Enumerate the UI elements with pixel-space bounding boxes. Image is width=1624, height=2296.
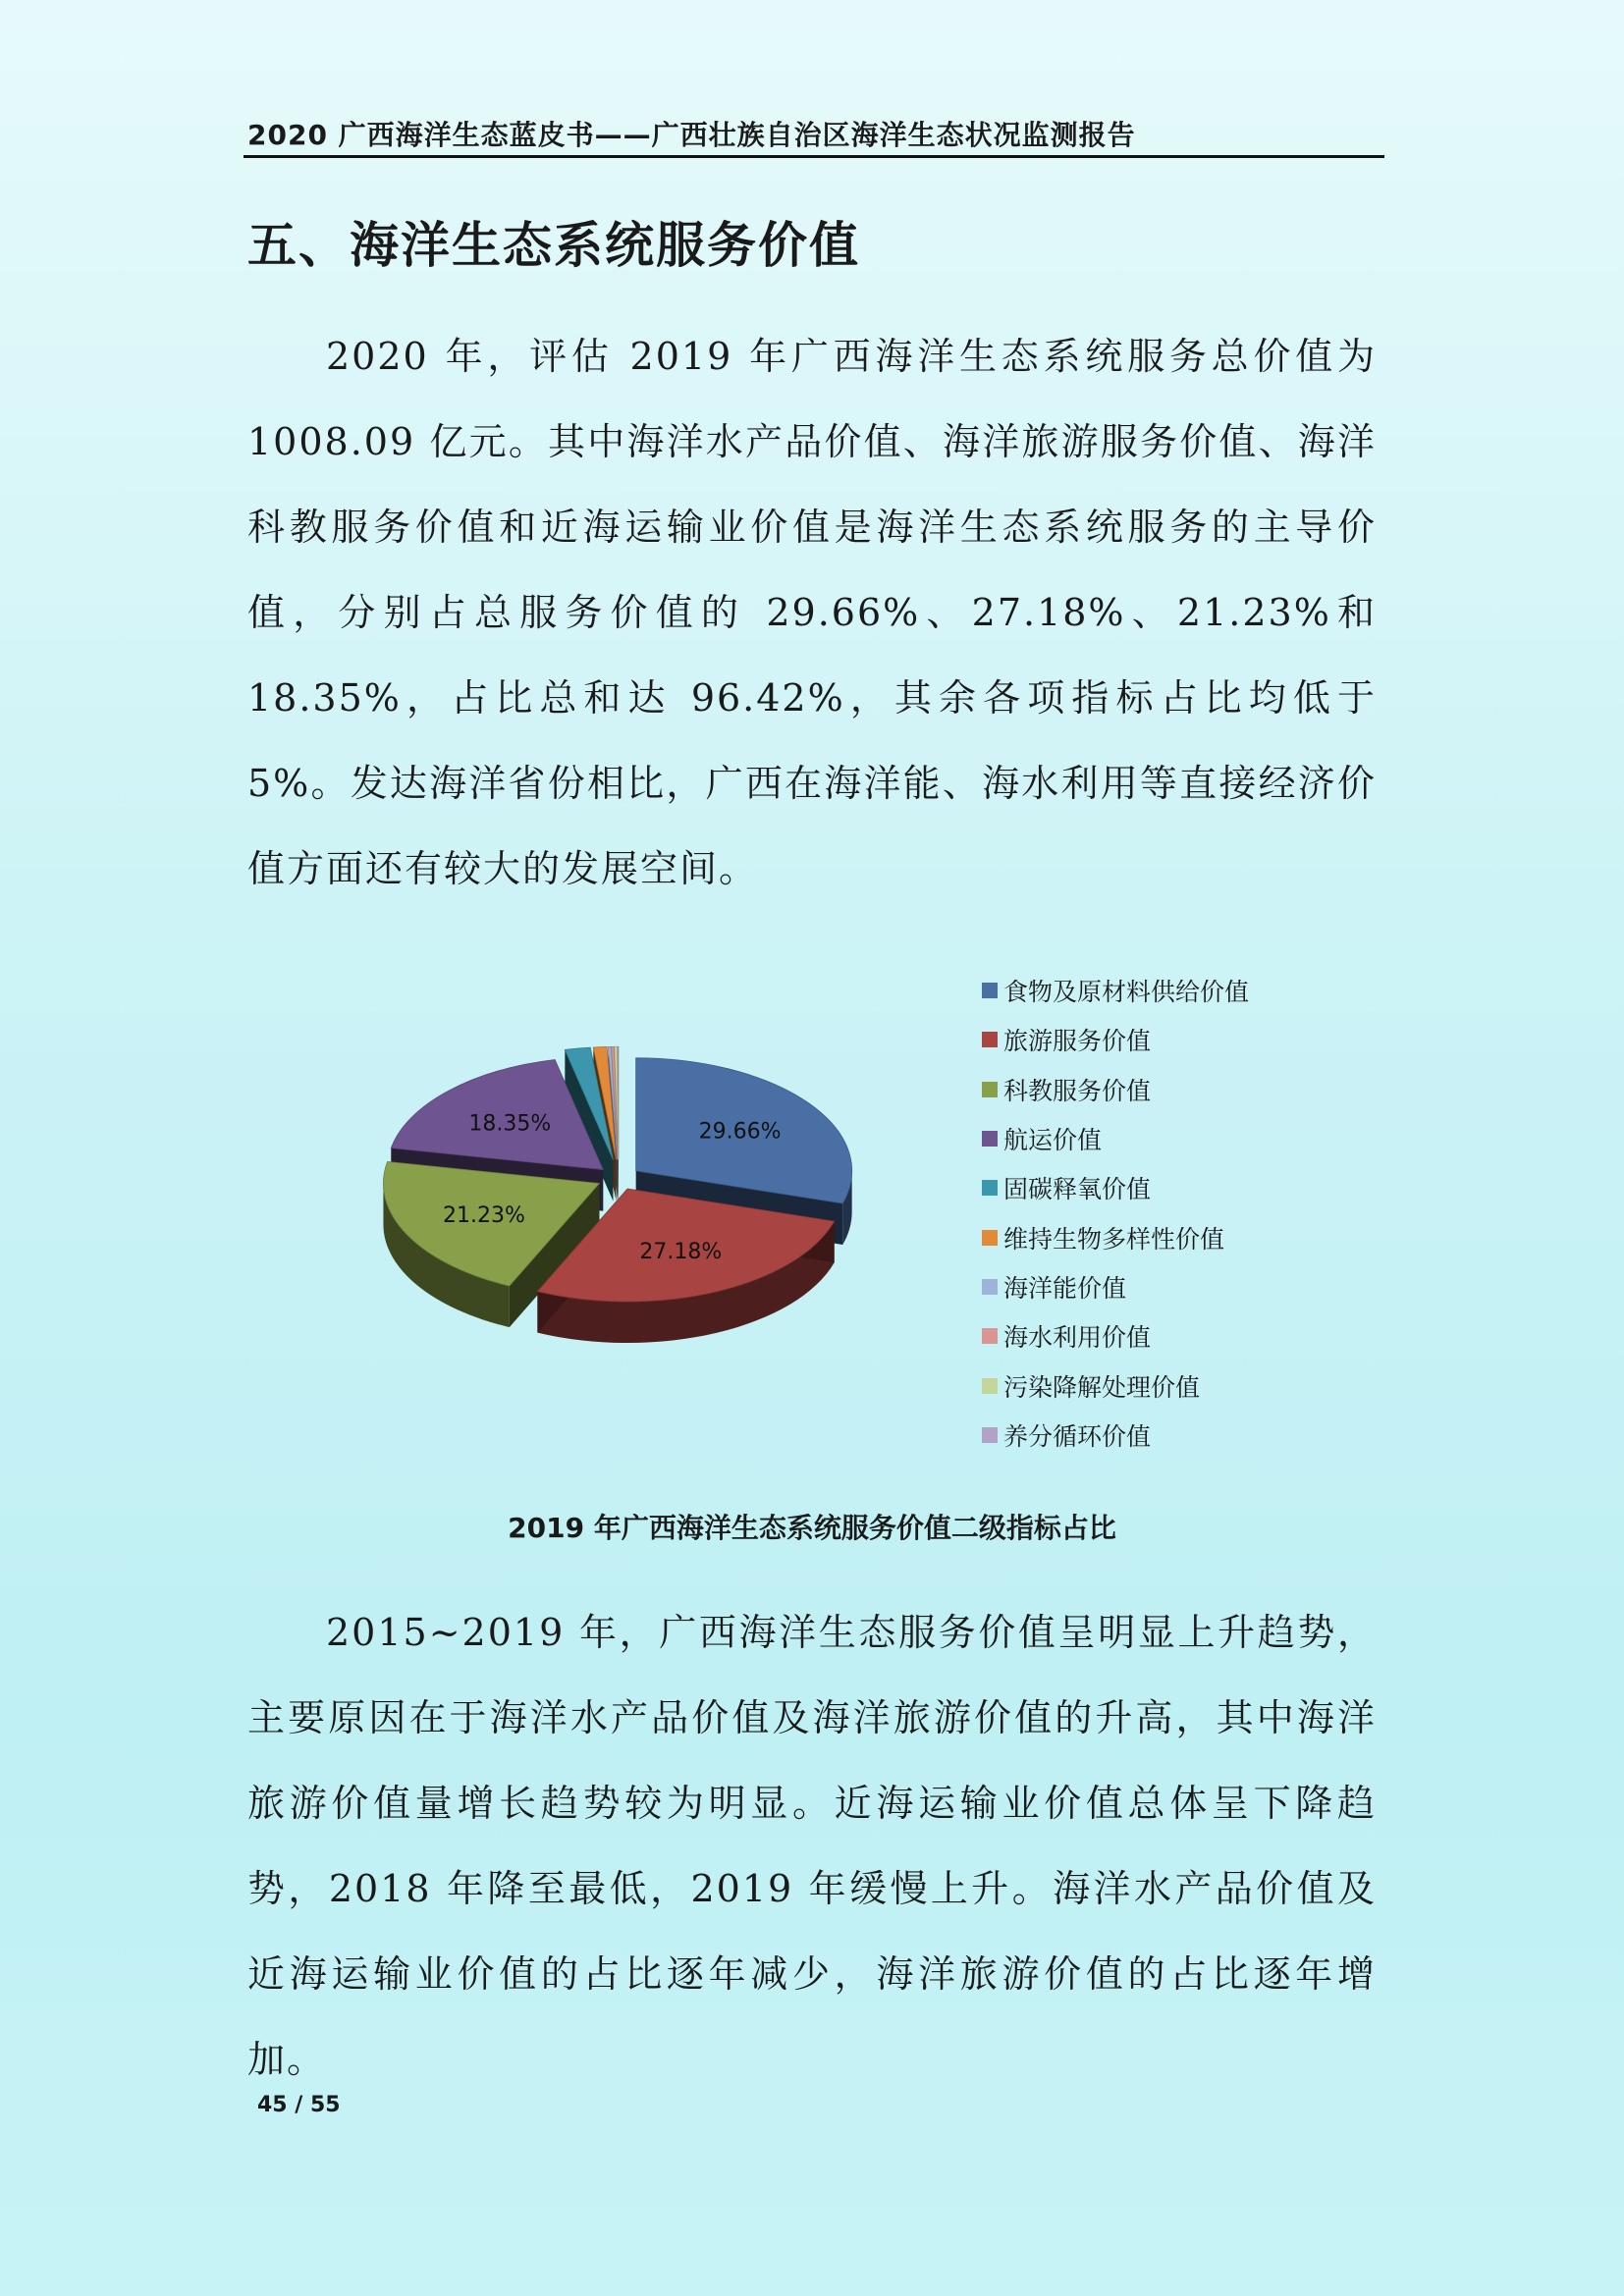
paragraph-value-summary: 2020 年，评估 2019 年广西海洋生态系统服务总价值为 1008.09 亿元。其中海洋水产品价值、海洋旅游服务价值、海洋科教服务价值和近海运输业价值是海洋生态系统服务的主导价值，分别占总服务价值的 29.66%、27.18%、21.23%和 18.35%，占比总和达 96.42%，其余各项指标占比均低于 5%。发达海洋省份相比，广西在海洋能、海水利用等直接经济价值方面还有较大的发展空间。 bbox=[247, 335, 1377, 890]
chart-legend bbox=[982, 966, 1316, 1460]
pie-data-label: 21.23% bbox=[443, 1203, 525, 1229]
legend-swatch bbox=[982, 1180, 998, 1196]
legend-label: 旅游服务价值 bbox=[1003, 1027, 1152, 1056]
legend-swatch bbox=[982, 983, 998, 998]
legend-item bbox=[982, 1212, 1316, 1261]
legend-label: 养分循环价值 bbox=[1003, 1421, 1152, 1451]
running-header: 2020 广西海洋生态蓝皮书——广西壮族自治区海洋生态状况监测报告 bbox=[247, 119, 1136, 151]
legend-item bbox=[982, 1163, 1316, 1212]
page-number: 45 / 55 bbox=[257, 2093, 341, 2117]
legend-swatch bbox=[982, 1279, 998, 1295]
legend-label: 维持生物多样性价值 bbox=[1003, 1224, 1225, 1254]
legend-label: 固碳释氧价值 bbox=[1003, 1175, 1152, 1204]
legend-swatch bbox=[982, 1230, 998, 1246]
pie-data-label: 29.66% bbox=[698, 1119, 782, 1145]
figure-caption: 2019 年广西海洋生态系统服务价值二级指标占比 bbox=[508, 1512, 1116, 1544]
pie-data-label: 27.18% bbox=[639, 1239, 723, 1264]
legend-swatch bbox=[982, 1032, 998, 1047]
legend-swatch bbox=[982, 1427, 998, 1443]
legend-label: 科教服务价值 bbox=[1003, 1076, 1152, 1105]
legend-label: 海水利用价值 bbox=[1003, 1323, 1152, 1353]
legend-swatch bbox=[982, 1082, 998, 1097]
section-title: 五、海洋生态系统服务价值 bbox=[247, 217, 860, 274]
legend-item bbox=[982, 1262, 1316, 1311]
pie-chart bbox=[324, 991, 962, 1404]
pie-data-label: 18.35% bbox=[468, 1111, 552, 1137]
legend-item bbox=[982, 966, 1316, 1015]
legend-swatch bbox=[982, 1131, 998, 1147]
legend-item bbox=[982, 1065, 1316, 1114]
legend-swatch bbox=[982, 1328, 998, 1344]
legend-item bbox=[982, 1311, 1316, 1361]
legend-item bbox=[982, 1411, 1316, 1460]
legend-label: 污染降解处理价值 bbox=[1003, 1372, 1201, 1402]
header-rule bbox=[244, 155, 1384, 158]
paragraph-trend: 2015~2019 年，广西海洋生态服务价值呈明显上升趋势，主要原因在于海洋水产品价值及海洋旅游价值的升高，其中海洋旅游价值量增长趋势较为明显。近海运输业价值总体呈下降趋势，2018 年降至最低，2019 年缓慢上升。海洋水产品价值及近海运输业价值的占比逐年减少，海洋旅游价值的占比逐年增加。 bbox=[247, 1611, 1377, 2081]
legend-item bbox=[982, 1114, 1316, 1163]
legend-item bbox=[982, 1015, 1316, 1064]
legend-swatch bbox=[982, 1378, 998, 1394]
legend-item bbox=[982, 1361, 1316, 1410]
legend-label: 食物及原材料供给价值 bbox=[1003, 978, 1250, 1007]
legend-label: 航运价值 bbox=[1003, 1126, 1103, 1155]
legend-label: 海洋能价值 bbox=[1003, 1273, 1127, 1303]
